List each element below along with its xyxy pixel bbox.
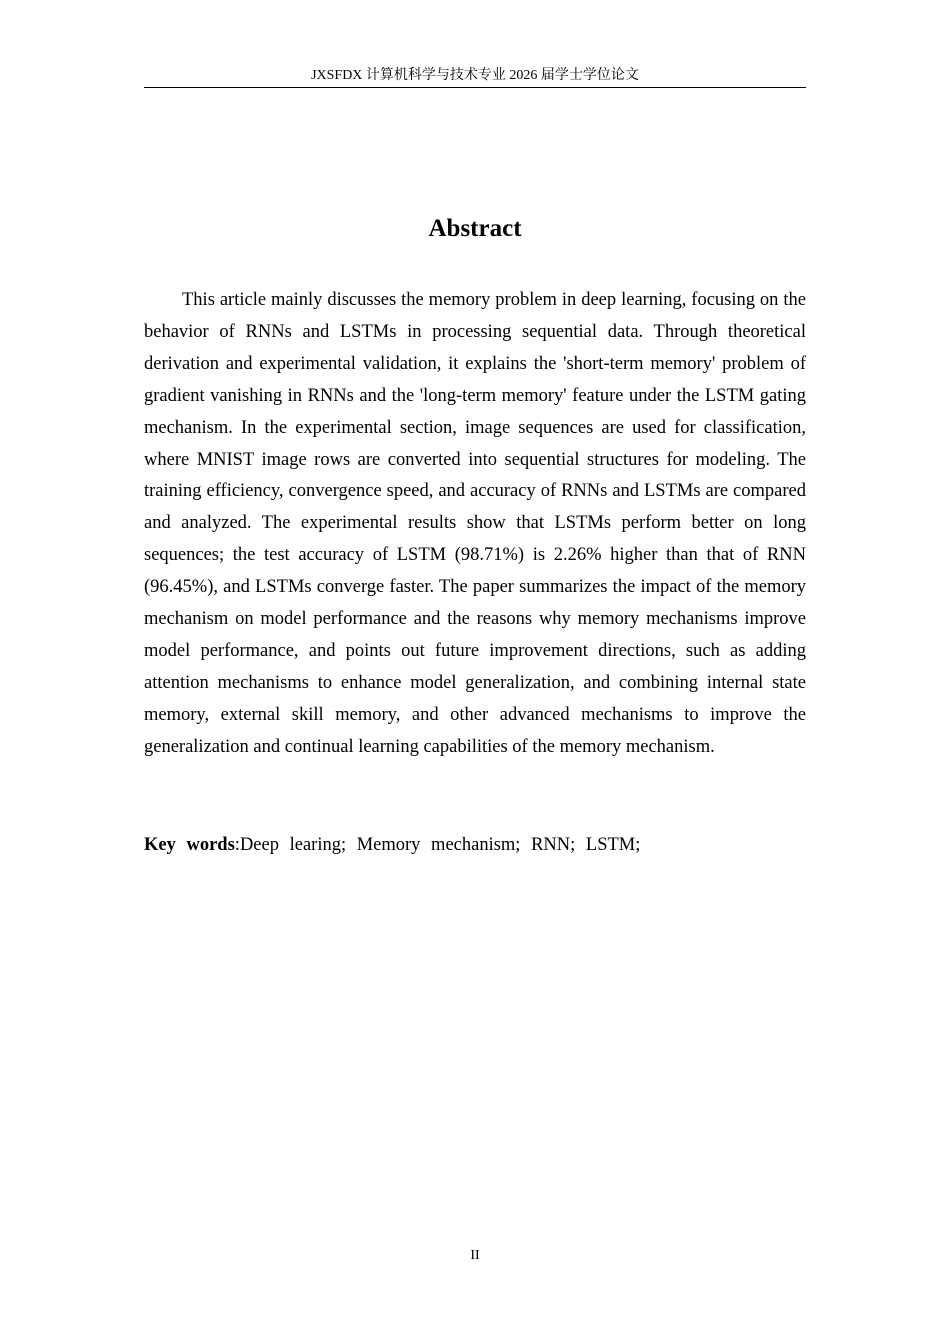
header-text: JXSFDX 计算机科学与技术专业 2026 届学士学位论文	[311, 68, 639, 83]
abstract-body: This article mainly discusses the memory problem in deep learning, focusing on the behavior of RNNs and LSTMs in processing sequential data. Through theoretical derivation and experimental validation, it explains the 'short-term memory' problem of gradient vanishing in RNNs and the 'long-term memory' feature under the LSTM gating mechanism. In the experimental section, image sequences are used for classification, where MNIST image rows are converted into sequential structures for modeling. The training efficiency, convergence speed, and accuracy of RNNs and LSTMs are compared and analyzed. The experimental results show that LSTMs perform better on long sequences; the test accuracy of LSTM (98.71%) is 2.26% higher than that of RNN (96.45%), and LSTMs converge faster. The paper summarizes the impact of the memory mechanism on model performance and the reasons why memory mechanisms improve model performance, and points out future improvement directions, such as adding attention mechanisms to enhance model generalization, and combining internal state memory, external skill memory, and other advanced mechanisms to improve the generalization and continual learning capabilities of the memory mechanism.	[144, 290, 806, 757]
page-number: II	[470, 1248, 480, 1263]
page-header	[144, 66, 806, 88]
keywords-separator: :	[234, 835, 240, 855]
keywords-text: Deep learing; Memory mechanism; RNN; LSTM;	[239, 835, 641, 855]
keywords-line	[144, 830, 806, 862]
keywords-label: Key words	[144, 835, 235, 855]
abstract-title: Abstract	[428, 215, 522, 242]
